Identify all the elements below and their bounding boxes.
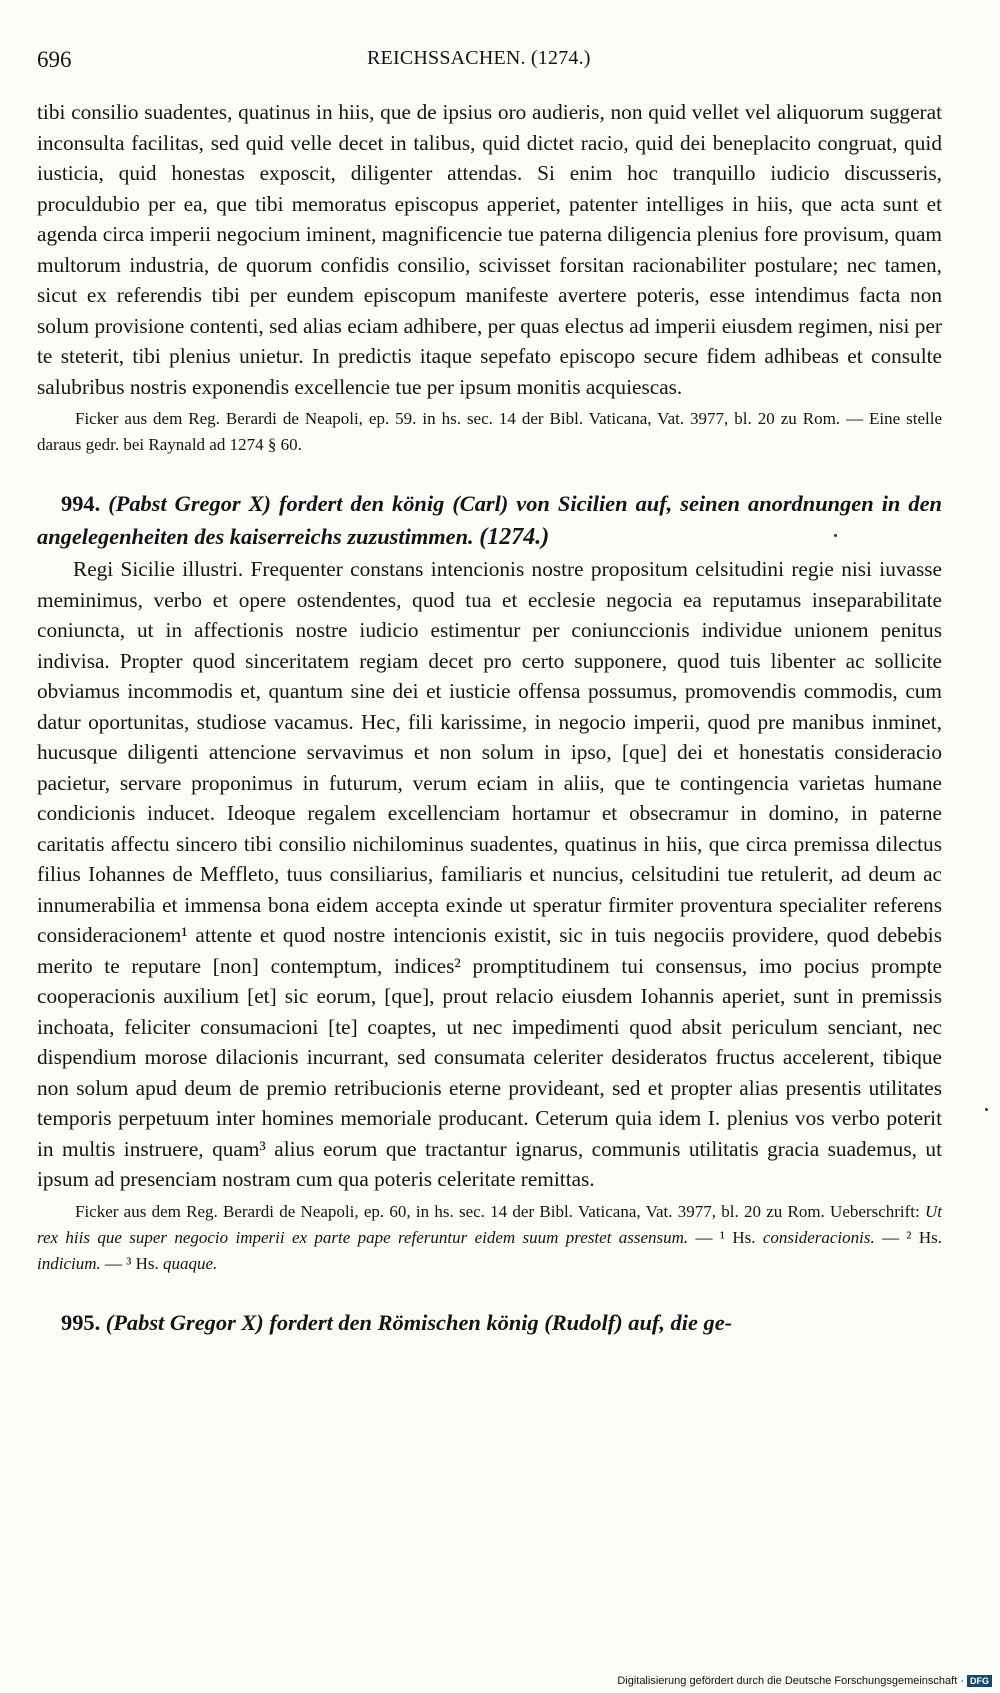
footnote-2-label: — ² Hs. [874, 1227, 942, 1247]
footnote-1-label: — ¹ Hs. [688, 1227, 763, 1247]
footnote-2-text: indicium. [37, 1253, 101, 1273]
entry-994-heading-quote: Ut rex hiis que super negocio imperii ex parte pape referuntur eidem suum prestet assensum. [37, 1201, 942, 1247]
entry-994-source-note [37, 1199, 942, 1277]
margin-dot-mark [985, 1108, 988, 1111]
entry-995-number: 995. [61, 1309, 101, 1335]
entry-994-date: (1274.) [479, 524, 550, 550]
running-head: REICHSSACHEN. (1274.) [367, 47, 591, 69]
digitalization-note: Digitalisierung gefördert durch die Deutsche Forschungsgemeinschaft · [617, 1675, 964, 1687]
entry-994 [37, 487, 942, 1277]
digitalization-footer [617, 1674, 992, 1688]
continuation-source-note: Ficker aus dem Reg. Berardi de Neapoli, ep. 59. in hs. sec. 14 der Bibl. Vaticana, Vat. 3977, bl. 20 zu Rom. — Eine stelle daraus gedr. bei Raynald ad 1274 § 60. [37, 409, 942, 454]
page-header [37, 42, 942, 80]
dfg-logo-icon: DFG [967, 1675, 992, 1687]
footnote-3-label: — ³ Hs. [100, 1253, 163, 1273]
footnote-1-text: consideracionis. [762, 1227, 875, 1247]
entry-995 [37, 1306, 942, 1339]
entry-995-heading-text: (Pabst Gregor X) fordert den Römischen könig (Rudolf) auf, die ge- [105, 1309, 733, 1335]
entry-994-body: Regi Sicilie illustri. Frequenter constans intencionis nostre propositum celsitudini regie nisi iuvasse meminimus, verbo et opere ostendentes, quod tua et ecclesie negocia ea reputamus inseparabilitate coniuncta, ut in affectionis nostre iudicio estimentur per coniunccionis individue unionem penitus indivisa. Propter quod sinceritatem regiam decet pro certo supponere, quod tuis libenter ac sollicite obviamus incommodis et, quantum sine dei et iusticie offensa possumus, promovendis commodis, cum datur oportunitas, studiose vacamus. Hec, fili karissime, in negocio imperii, quod pre manibus inminet, hucusque diligenti attencione servavimus et non solum in ipso, [que] dei et honestatis consideracio pacietur, servare proponimus in futurum, verum eciam in aliis, que te contingencia varietas humane condicionis inducet. Ideoque regalem excellenciam hortamur et obsecramur in domino, in paterne caritatis affectu sincero tibi consilio nichilominus suadentes, quatinus in hiis, que circa premissa dilectus filius Iohannes de Meffleto, tuus consiliarius, familiaris et nuncius, celsitudini tue retulerit, ad deum ac innumerabilia et immensa bona eidem accepta exinde ut speratur firmiter proventura specialiter referens consideracionem¹ attente et quod nostre intencionis existit, sic in tuis negociis providere, quod debebis merito te reputare [non] contemptum, indices² promptitudinem tui consensus, imo pocius prompte cooperacionis auxilium [et] sic eorum, [que], prout relacio eiusdem Iohannis aperiet, sunt in premissis inchoata, feliciter consumacioni [te] coaptes, ut nec impedimenti quod absit periculum senciant, nec dispendium morose dilacionis incurrant, sed consumata celeriter desideratos fructus accelerent, tibique non solum apud deum de premio retribucionis eterne provideant, sed et propter alias presentis utilitates temporis perpetuum inter homines memoriale producant. Ceterum quia idem I. plenius vos verbo poterit in multis instruere, quam³ alius eorum que tractantur ignarus, communis utilitatis gracia suademus, ut ipsum ad presenciam nostram cum qua poteris celeritate remittas. [37, 557, 942, 1191]
entry-995-heading [37, 1306, 942, 1339]
ink-dot-mark [834, 534, 837, 537]
continuation-paragraph: tibi consilio suadentes, quatinus in hiis, que de ipsius oro audieris, non quid vellet vel aliquorum suggerat inconsulta facilitas, sed quid velle decet in talibus, quid dictet racio, quid dei beneplacito congruat, quid iusticia, quid honestas exposcit, diligenter attendas. Si enim hoc tranquillo iudicio discusseris, proculdubio per ea, que tibi memoratus episcopus apperiet, patenter intelliges in hiis, que acta sunt et agenda circa imperii negocium iminent, magnificencie tue paterna diligencia plenius fore provisum, quam multorum industria, de quorum confidis consilio, scivisset forsitan racionabiliter postulare; nec tamen, sicut ex referendis tibi per eundem episcopum manifeste avertere poteris, esse intendimus facta non solum provisione contenti, sed alias eciam adhibere, per quas electus ad imperii eiusdem regimen, nisi per te steterit, tibi plenius unietur. In predictis itaque sepefato episcopo secure fidem adhibeas et consulte salubribus nostris exponendis excellencie tue per ipsum monitis acquiescas. [37, 100, 942, 399]
page-number: 696 [37, 47, 72, 72]
entry-994-source-plain: Ficker aus dem Reg. Berardi de Neapoli, ep. 60, in hs. sec. 14 der Bibl. Vaticana, Vat. 3977, bl. 20 zu Rom. Ueberschrift: [75, 1201, 925, 1221]
entry-994-heading-text: (Pabst Gregor X) fordert den könig (Carl) von Sicilien auf, seinen anordnungen in den angelegenheiten des kaiserreichs zuzustimmen. [37, 491, 942, 549]
document-page [37, 42, 942, 1339]
entry-994-heading [37, 487, 942, 554]
footnote-3-text: quaque. [163, 1253, 218, 1273]
entry-994-number: 994. [61, 491, 101, 516]
